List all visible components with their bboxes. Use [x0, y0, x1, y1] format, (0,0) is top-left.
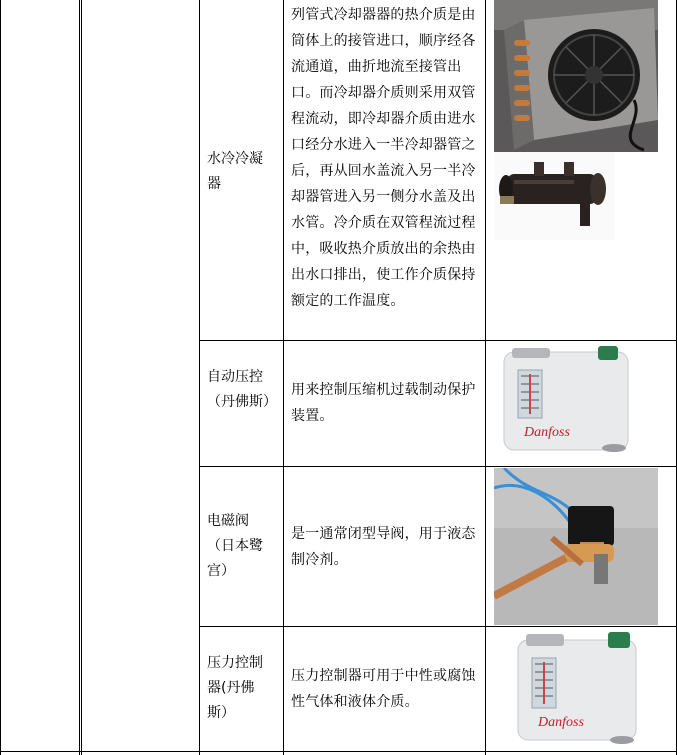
table-border-bottom: [0, 751, 677, 752]
condenser-fan-photo: [494, 0, 658, 152]
danfoss-logo: Danfoss: [538, 715, 584, 730]
component-name: 电磁阀（日本鹭宫）: [207, 513, 263, 579]
column-divider-4: [283, 0, 284, 755]
component-description: 用来控制压缩机过载制动保护装置。: [291, 382, 476, 424]
component-name: 自动压控（丹佛斯）: [207, 369, 277, 410]
column-divider-3: [199, 0, 200, 755]
component-description: 列管式冷却器器的热介质是由筒体上的接管进口，顺序经各流通道，曲折地流至接管出口。而冷却器介质则采用双管程流动，即冷却器介质由进水口经分水进入一半冷却器管之后，再从回水盖流入另一半冷却器管进入另一侧分水盖及出水管。冷介质在双管程流过程中，吸收热介质放出的余热由出水口排出，使工作介质保持额定的工作温度。: [291, 7, 476, 309]
pressure-switch-photo: [494, 344, 636, 456]
component-description: 压力控制器可用于中性或腐蚀性气体和液体介质。: [291, 668, 476, 710]
danfoss-logo: Danfoss: [524, 425, 570, 440]
component-description: 是一通常闭型导阀，用于液态制冷剂。: [291, 526, 476, 568]
row-divider-2: [200, 466, 677, 467]
column-divider-2: [81, 0, 82, 755]
solenoid-valve-photo: [494, 468, 658, 625]
column-divider-5: [485, 0, 486, 755]
component-name: 水冷冷凝器: [207, 151, 263, 192]
column-divider-1: [79, 0, 80, 755]
row-divider-3: [200, 626, 677, 627]
table-border-left: [0, 0, 1, 755]
component-name: 压力控制器(丹佛斯）: [207, 655, 263, 721]
shell-tube-cooler-photo: [494, 152, 614, 240]
row-divider-1: [200, 340, 677, 341]
pressure-controller-photo: [510, 630, 644, 747]
